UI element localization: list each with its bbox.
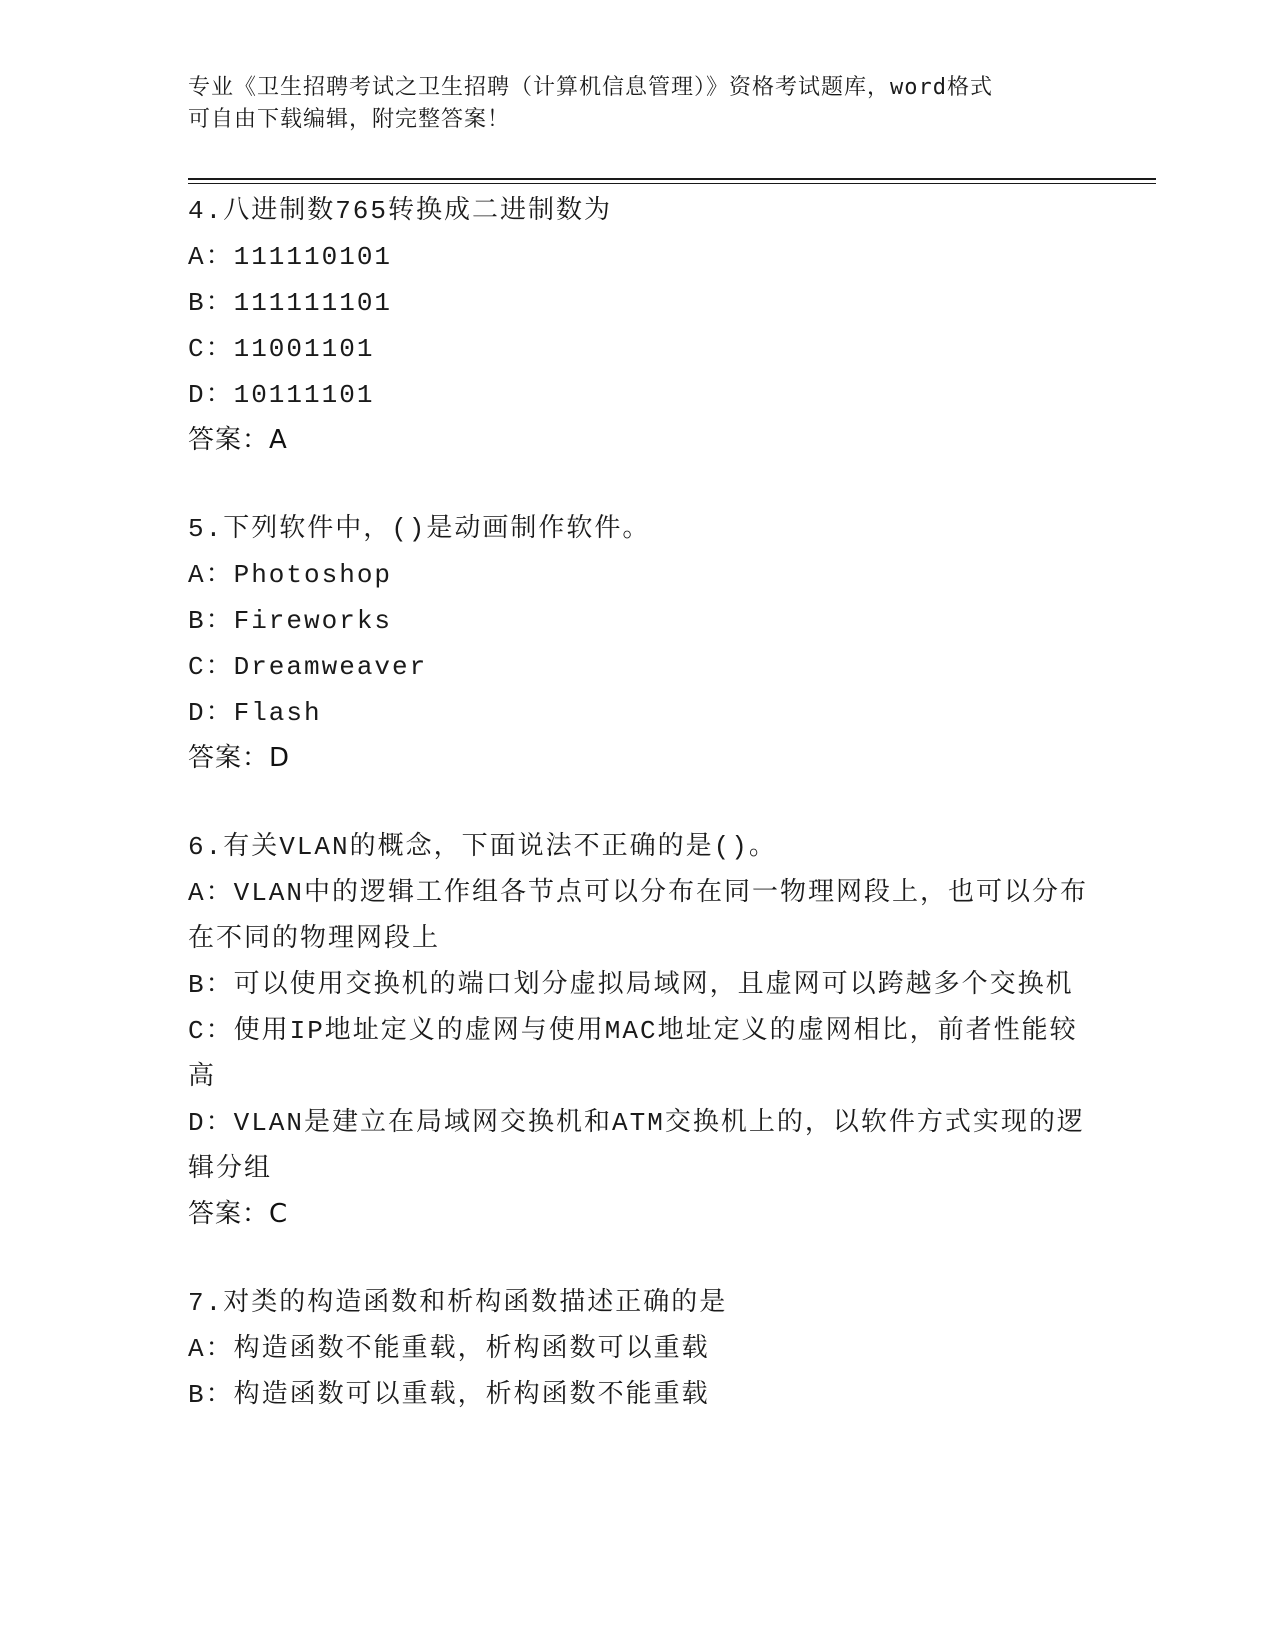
option-a: A：VLAN中的逻辑工作组各节点可以分布在同一物理网段上，也可以分布在不同的物理网段上 [188,878,1089,954]
question-stem: 6.有关VLAN的概念，下面说法不正确的是()。 [188,832,777,862]
answer-line: 答案：D [188,743,291,773]
option-d: D：Flash [188,698,322,728]
option-c: C：Dreamweaver [188,652,428,682]
option-b: B：Fireworks [188,606,393,636]
question-stem: 7.对类的构造函数和析构函数描述正确的是 [188,1288,728,1318]
question-7 [188,1280,1088,1418]
question-stem: 4.八进制数765转换成二进制数为 [188,196,613,226]
option-c: C：使用IP地址定义的虚网与使用MAC地址定义的虚网相比，前者性能较高 [188,1016,1078,1092]
header-divider-thin [188,183,1156,184]
question-list [188,188,1088,1418]
option-a: A：构造函数不能重载，析构函数可以重载 [188,1334,710,1364]
question-spacer [188,462,1088,506]
question-4 [188,188,1088,462]
question-5 [188,506,1088,780]
header-line-2: 可自由下载编辑，附完整答案！ [188,107,511,132]
option-c: C：11001101 [188,334,375,364]
option-b: B：可以使用交换机的端口划分虚拟局域网，且虚网可以跨越多个交换机 [188,970,1074,1000]
option-d: D：VLAN是建立在局域网交换机和ATM交换机上的，以软件方式实现的逻辑分组 [188,1108,1085,1184]
option-a: A：Photoshop [188,560,393,590]
header-divider-thick [188,178,1156,180]
answer-line: 答案：A [188,425,288,455]
question-spacer [188,780,1088,824]
question-stem: 5.下列软件中，()是动画制作软件。 [188,514,651,544]
answer-line: 答案：C [188,1199,289,1229]
document-header [188,72,1088,136]
question-spacer [188,1236,1088,1280]
header-line-1: 专业《卫生招聘考试之卫生招聘（计算机信息管理）》资格考试题库，word格式 [188,75,993,100]
option-a: A：111110101 [188,242,393,272]
option-b: B：构造函数可以重载，析构函数不能重载 [188,1380,710,1410]
question-6 [188,824,1088,1236]
option-d: D：10111101 [188,380,375,410]
option-b: B：111111101 [188,288,393,318]
